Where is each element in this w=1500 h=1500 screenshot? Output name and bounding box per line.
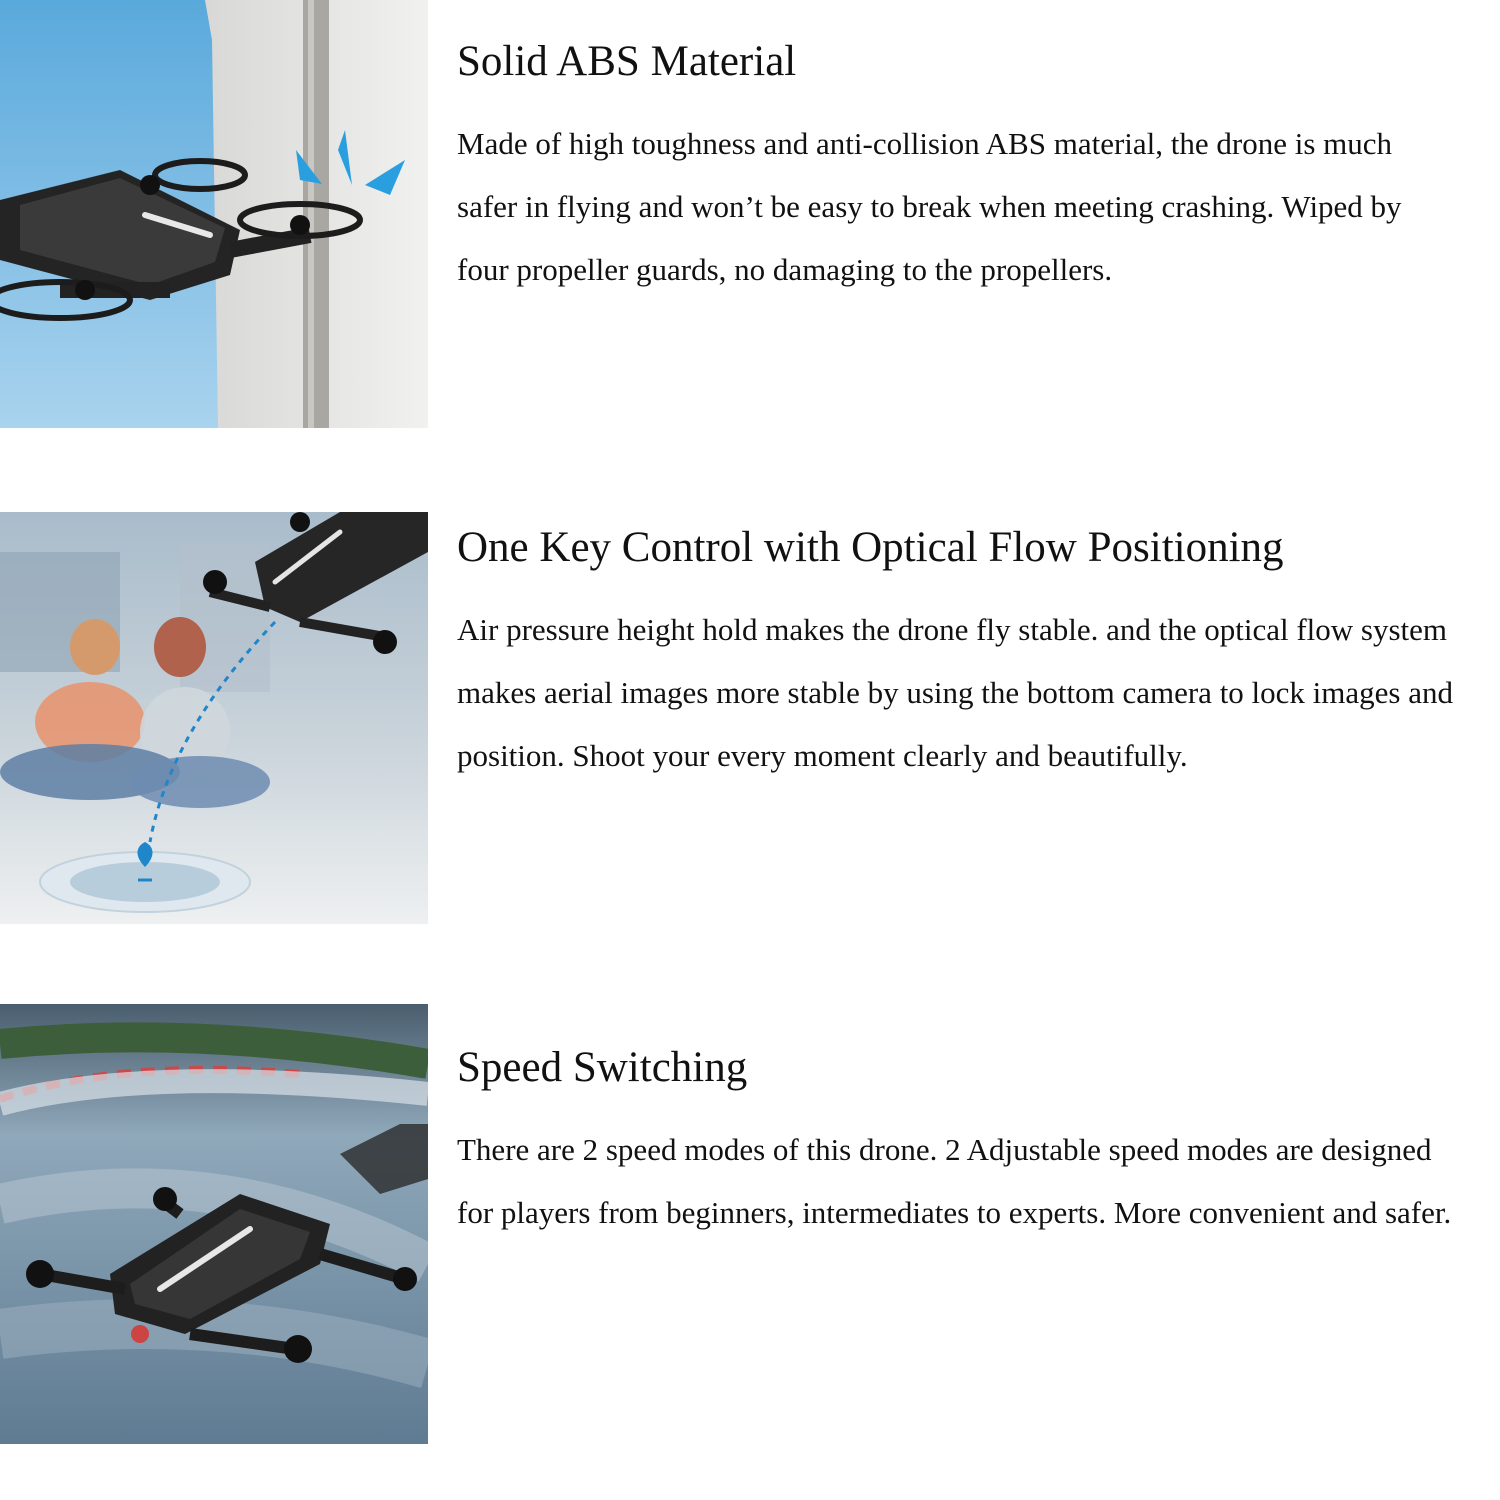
feature-title: Speed Switching bbox=[457, 1044, 748, 1091]
speed-drone-image bbox=[0, 1004, 428, 1444]
feature-text bbox=[457, 20, 1457, 301]
feature-title: One Key Control with Optical Flow Positioning bbox=[457, 524, 1284, 571]
feature-section-abs bbox=[0, 0, 1500, 428]
optical-flow-image bbox=[0, 512, 428, 924]
feature-section-speed bbox=[0, 1004, 1500, 1444]
feature-text bbox=[457, 506, 1457, 787]
feature-description: Made of high toughness and anti-collision ABS material, the drone is much safer in flying and won’t be easy to break when meeting crashing. Wiped by four propeller guards, no damaging to the propellers. bbox=[457, 126, 1402, 287]
feature-text bbox=[457, 1026, 1457, 1244]
feature-title: Solid ABS Material bbox=[457, 38, 797, 85]
feature-description: Air pressure height hold makes the drone fly stable. and the optical flow system makes aerial images more stable by using the bottom camera to lock images and position. Shoot your every moment clearly and beautifully. bbox=[457, 612, 1453, 773]
feature-description: There are 2 speed modes of this drone. 2 Adjustable speed modes are designed for players from beginners, intermediates to experts. More convenient and safer. bbox=[457, 1132, 1452, 1230]
drone-wall-image bbox=[0, 0, 428, 428]
feature-section-optical-flow bbox=[0, 512, 1500, 924]
